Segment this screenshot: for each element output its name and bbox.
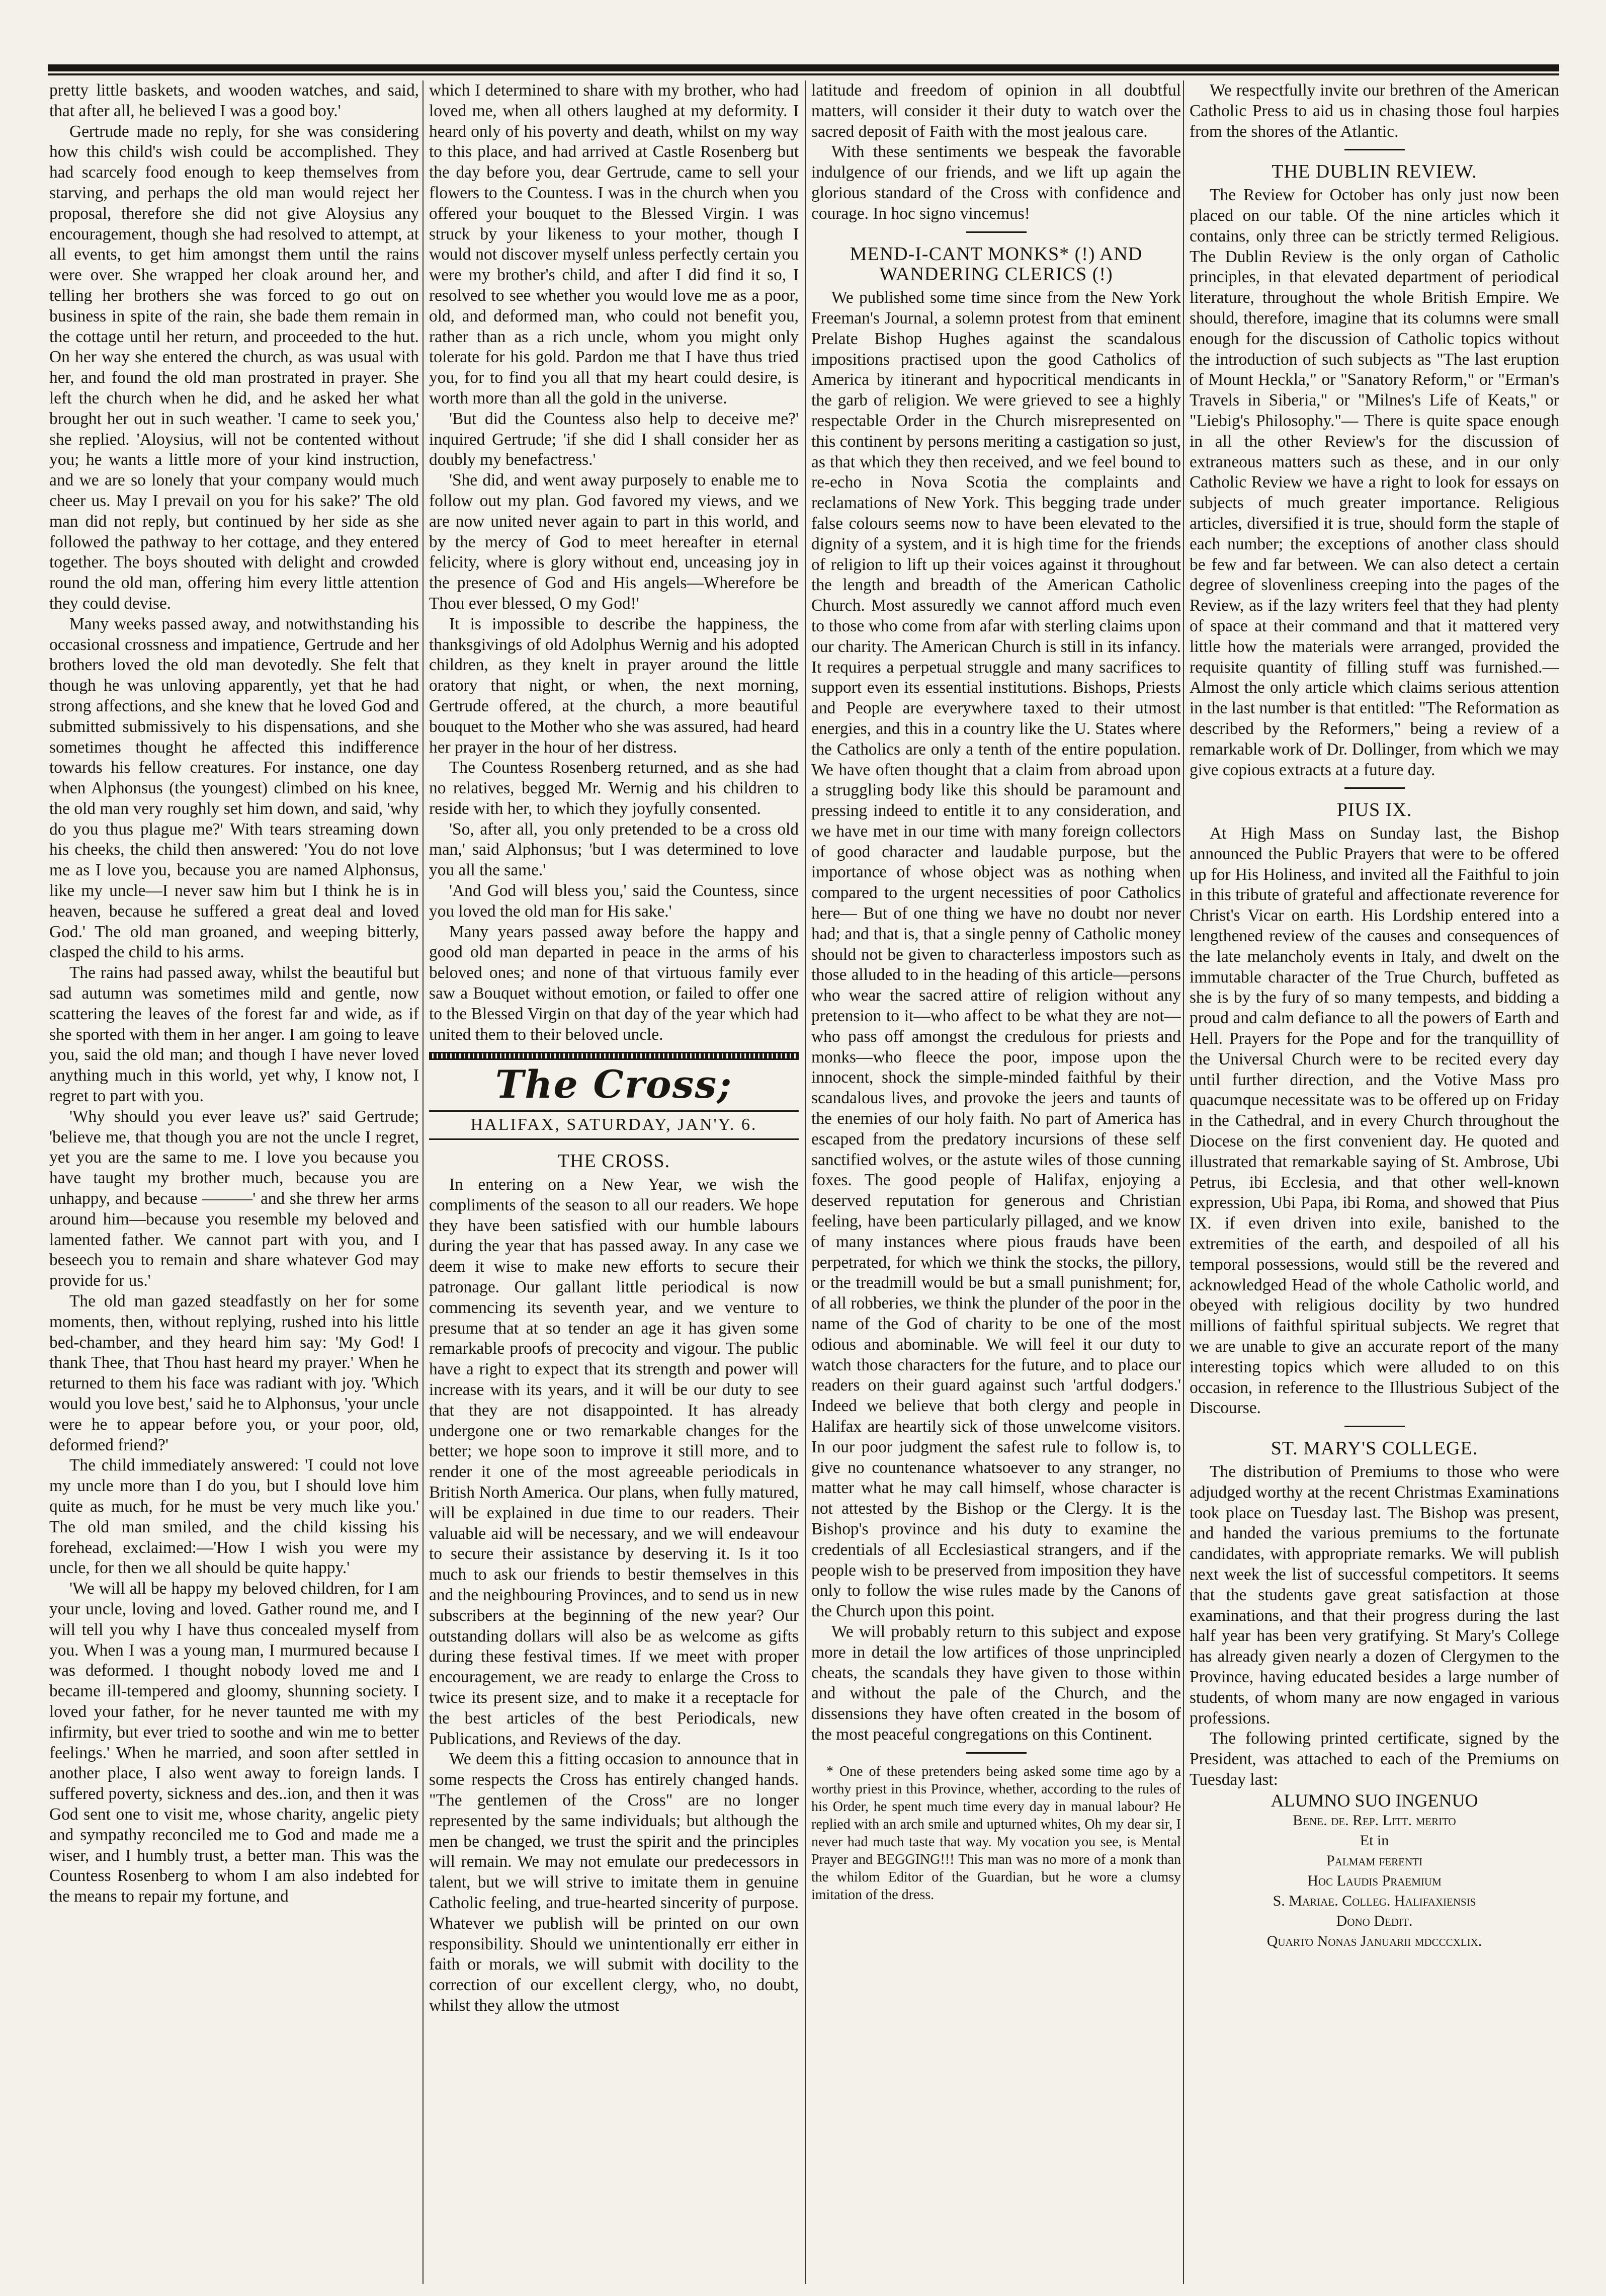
column-1 — [49, 80, 419, 2284]
story-paragraph: The rains had passed away, whilst the beautiful but sad autumn was sometimes mild and gentle, now scattering the leaves of the forest far and wide, as if she sported with them in her anger. I am going to leave you, said the old man; and though I have never loved anything much in this world, yet why, I know not, I regret to part with you. — [49, 963, 419, 1106]
story-paragraph: It is impossible to describe the happiness, the thanksgivings of old Adolphus Wernig and his adopted children, as they knelt in prayer around the little oratory that night, or when, the next morning, Gertrude offered, at the church, a more beautiful bouquet to the Mother who she was assured, had heard her prayer in the hour of her distress. — [429, 614, 799, 757]
article-paragraph: We respectfully invite our brethren of the American Catholic Press to aid us in chasing those foul harpies from the shores of the Atlantic. — [1190, 81, 1559, 141]
column-rule — [805, 80, 806, 2284]
section-heading: THE DUBLIN REVIEW. — [1272, 161, 1477, 183]
story-paragraph: 'We will all be happy my beloved children, for I am your uncle, loving and loved. Gather round me, and I will tell you why I have thus concealed myself from you. When I was a young man, I murmured because I was deformed. I thought nobody loved me and I became ill-tempered and gloomy, shunning society. I loved your father, for he never taunted me with my infirmity, but ever tried to soothe and win me to better feelings.' When he married, and soon after settled in another place, I also went away to foreign lands. I suffered poverty, sickness and des..ion, and then it was God sent one to visit me, whose charity, angelic piety and sympathy reconciled me to God and made me a wiser, and I humbly trust, a better man. This was the Countess Rosenberg to whom I am also indebted for the means to repair my fortune, and — [49, 1579, 419, 1906]
story-paragraph: Many years passed away before the happy and good old man departed in peace in the arms of his beloved ones; and none of that virtuous family ever saw a Bouquet without emotion, or failed to offer one to the Blessed Virgin on that day of the year which had united them to their beloved uncle. — [429, 922, 799, 1044]
story-paragraph: which I determined to share with my brother, who had loved me, when all others laughed at my deformity. I heard only of his poverty and death, whilst on my way to this place, and had arrived at Castle Rosenberg but the day before you, dear Gertrude, came to sell your flowers to the Countess. I was in the church when you offered your bouquet to the Blessed Virgin. I was struck by your likeness to your mother, though I would not discover myself unless perfectly certain you were my brother's child, and after I did find it so, I resolved to see whether you would love me as a poor, old, and deformed man, who could not benefit you, rather than as a rich uncle, whom you might only tolerate for his gold. Pardon me that I have thus tried you, for to find you all that my heart could desire, is worth more than all the gold in the universe. — [429, 81, 799, 407]
article-paragraph: The following printed certificate, signed by the President, was attached to each of the Premiums on Tuesday last: — [1190, 1729, 1559, 1789]
story-paragraph: The old man gazed steadfastly on her for some moments, then, without replying, rushed into his little bed-chamber, and they heard him say: 'My God! I thank Thee, that Thou hast heard my prayer.' When he returned to them his face was radiant with joy. 'Which would you love best,' said he to Alphonsus, 'your uncle were he to appear before you, or your poor, old, deformed friend?' — [49, 1292, 419, 1454]
article-paragraph: latitude and freedom of opinion in all doubtful matters, will consider it their duty to watch over the sacred deposit of Faith with the most jealous care. — [811, 81, 1181, 141]
story-paragraph: 'So, after all, you only pretended to be a cross old man,' said Alphonsus; 'but I was determined to love you all the same.' — [429, 819, 799, 880]
certificate-line: Bene. de. Rep. Litt. merito — [1293, 1812, 1456, 1829]
section-divider — [966, 1752, 1027, 1754]
top-rule — [48, 64, 1559, 71]
top-rule-thin — [48, 73, 1559, 75]
certificate-line: Et in — [1360, 1832, 1389, 1849]
article-paragraph: At High Mass on Sunday last, the Bishop announced the Public Prayers that were to be offered up for His Holiness, and invited all the Faithful to join in this tribute of grateful and affectionate reverence for Christ's Vicar on earth. His Lordship entered into a lengthened review of the causes and consequences of the late melancholy events in Italy, and dwelt on the immutable character of the True Church, buffeted as she is by the fury of so many tempests, and bidding a proud and calm defiance to all the powers of Earth and Hell. Prayers for the Pope and for the tranquillity of the Universal Church were to be recited every day until further direction, and the Votive Mass pro quacumque necessitate was to be offered up on Friday in the Cathedral, and in every Church throughout the Diocese on the first convenient day. He quoted and illustrated that remarkable saying of St. Ambrose, Ubi Petrus, ibi Ecclesia, and that other well-known expression, Ubi Papa, ibi Roma, and showed that Pius IX. if even driven into exile, banished to the extremities of the earth, and despoiled of all his temporal possessions, would still be the revered and acknowledged Head of the whole Catholic world, and obeyed with religious docility by two hundred millions of faithful spiritual subjects. We regret that we are unable to give an accurate report of the many interesting topics which were alluded to on this occasion, in reference to the Illustrious Subject of the Discourse. — [1190, 824, 1559, 1418]
story-paragraph: Gertrude made no reply, for she was considering how this child's wish could be accomplished. They had scarcely food enough to keep themselves from starving, and perhaps the old man would reject her proposal, therefore she did not give Aloysius any encouragement, though she had resolved to attempt, at all events, to get him amongst them until the rains were over. She wrapped her cloak around her, and telling her brothers she was forced to go out on business in spite of the rain, she bade them remain in the cottage until her return, and proceeded to the hut. On her way she entered the church, as was usual with her, and found the old man prostrated in prayer. She left the church when he did, and he asked her what brought her out in such weather. 'I came to seek you,' she replied. 'Aloysius, will not be contented without you; he wants a little more of your kind instruction, and we are so lonely that your company would much cheer us. May I prevail on you for his sake?' The old man did not reply, but continued by her side as she followed the pathway to her cottage, and they entered together. The boys shouted with delight and crowded round the old man, offering him every little attention they could devise. — [49, 122, 419, 613]
certificate-line: Hoc Laudis Praemium — [1307, 1872, 1442, 1889]
story-paragraph: 'She did, and went away purposely to enable me to follow out my plan. God favored my views, and we are now united never again to part in this world, and by the mercy of God to meet hereafter in eternal felicity, where is glory without end, unceasing joy in the presence of God and His angels—Wherefore be Thou ever blessed, O my God!' — [429, 471, 799, 613]
certificate-line: ALUMNO SUO INGENUO — [1271, 1790, 1478, 1811]
certificate — [1190, 1790, 1559, 1951]
story-paragraph: The Countess Rosenberg returned, and as she had no relatives, begged Mr. Wernig and his children to reside with her, to which they joyfully consented. — [429, 758, 799, 818]
certificate-line: Dono Dedit. — [1336, 1912, 1413, 1929]
section-divider — [1344, 1426, 1405, 1427]
column-rule — [422, 80, 424, 2284]
article-paragraph: With these sentiments we bespeak the favorable indulgence of our friends, and we lift up again the glorious standard of the Cross with confidence and courage. In hoc signo vincemus! — [811, 142, 1181, 223]
certificate-line: Quarto Nonas Januarii mdcccxlix. — [1266, 1932, 1482, 1949]
article-paragraph: We deem this a fitting occasion to announce that in some respects the Cross has entirely changed hands. "The gentlemen of the Cross" are no longer represented by the same individuals; but although the men be changed, we trust the spirit and the principles will remain. We may not emulate our predecessors in talent, but we will strive to imitate them in genuine Catholic feeling, and true-hearted sincerity of purpose. Whatever we publish will be printed on our own responsibility. Should we unintentionally err either in faith or morals, we will submit with docility to the correction of our excellent clergy, who, no doubt, whilst they allow the utmost — [429, 1750, 799, 2015]
story-paragraph: 'Why should you ever leave us?' said Gertrude; 'believe me, that though you are not the uncle I regret, yet you are the same to me. I love you because you have taught my brother much, because you are unhappy, and because ———' and she threw her arms around him—because you resemble my beloved and lamented father. We cannot part with you, and I beseech you to remain and share whatever God may provide for us.' — [49, 1107, 419, 1290]
column-2 — [429, 80, 799, 2284]
section-heading: ST. MARY'S COLLEGE. — [1271, 1438, 1478, 1459]
story-paragraph: 'But did the Countess also help to deceive me?' inquired Gertrude; 'if she did I shall consider her as doubly my benefactress.' — [429, 409, 799, 469]
story-paragraph: Many weeks passed away, and notwithstanding his occasional crossness and impatience, Gertrude and her brothers loved the old man devotedly. She felt that though he was unloving apparently, yet that he had strong affections, and she knew that he loved God and submitted submissively to his dispensations, and she sometimes thought he affected this indifference towards his fellow creatures. For instance, one day when Alphonsus (the youngest) climbed on his knee, the old man very roughly set him down, and said, 'why do you thus plague me?' With tears streaming down his cheeks, the child then answered: 'You do not love me as I love you, because you are named Alphonsus, like my uncle—I never saw him but I think he is in heaven, because he suffered a great deal and loved God.' The old man groaned, and weeping bitterly, clasped the child to his arms. — [49, 614, 419, 962]
article-paragraph: We will probably return to this subject and expose more in detail the low artifices of those unprincipled cheats, the scandals they have given to those within and without the pale of the Church, and the dissensions they have often created in the bosom of the most peaceful congregations on this Continent. — [811, 1622, 1181, 1744]
footnote-text: * One of these pretenders being asked some time ago by a worthy priest in this Province, whether, according to the rules of his Order, he spent much time every day in manual labour? He replied with an arch smile and upturned whites, Oh my dear sir, I never had much taste that way. My vocation you see, is Mental Prayer and BEGGING!!! This man was no more of a monk than the whilom Editor of the Guardian, but he wore a clumsy imitation of the dress. — [811, 1763, 1181, 1903]
column-3 — [811, 80, 1181, 2284]
article-paragraph: In entering on a New Year, we wish the compliments of the season to all our readers. We hope they have been satisfied with our humble labours during the year that has passed away. In any case we deem it wise to make new efforts to secure their patronage. Our gallant little periodical is now commencing its seventh year, and we venture to presume that at so tender an age it has given some remarkable proofs of precocity and vigour. The public have a right to expect that its strength and power will increase with its years, and it will be our duty to see that they are not disappointed. It has already undergone one or two remarkable changes for the better; we hope soon to improve it still more, and to render it one of the most agreeable periodicals in British North America. Our plans, when fully matured, will be explained in due time to our readers. Their valuable aid will be necessary, and we will endeavour to secure their assistance by deserving it. Is it too much to ask our friends to bestir themselves in this and the neighbouring Provinces, and to send us in new subscribers at the beginning of the new year? Our outstanding dollars will also be as welcome as gifts during these festival times. If we meet with proper encouragement, we are ready to enlarge the Cross to twice its present size, and to make it a receptacle for the best articles of the best Periodicals, new Publications, and Reviews of the day. — [429, 1175, 799, 1748]
masthead-block — [429, 1052, 799, 1140]
section-divider — [966, 231, 1027, 233]
dateline: HALIFAX, SATURDAY, JAN'Y. 6. — [429, 1110, 799, 1140]
article-paragraph: The distribution of Premiums to those who were adjudged worthy at the recent Christmas Examinations took place on Tuesday last. The Bishop was present, and handed the various premiums to the fortunate candidates, with appropriate remarks. We will publish next week the list of successful competitors. It seems that the students gave great satisfaction at those examinations, and that their progress during the last half year has been very gratifying. St Mary's College has already given nearly a dozen of Clergymen to the Province, having educated besides a large number of students, of whom many are now engaged in various professions. — [1190, 1462, 1559, 1728]
section-divider — [1344, 787, 1405, 789]
certificate-line: Palmam ferenti — [1326, 1852, 1422, 1869]
column-4 — [1190, 80, 1559, 2284]
column-rule — [1183, 80, 1184, 2284]
section-heading: MEND-I-CANT MONKS* (!) AND WANDERING CLERICS (!) — [850, 243, 1143, 285]
section-heading: PIUS IX. — [1336, 799, 1412, 821]
certificate-line: S. Mariae. Colleg. Halifaxiensis — [1273, 1892, 1476, 1909]
section-heading: THE CROSS. — [557, 1151, 670, 1172]
story-paragraph: 'And God will bless you,' said the Countess, since you loved the old man for His sake.' — [429, 881, 799, 921]
ornamental-rule — [429, 1052, 799, 1060]
footnote — [811, 1763, 1181, 1904]
article-paragraph: The Review for October has only just now been placed on our table. Of the nine articles which it contains, only three can be strictly termed Religious. The Dublin Review is the only organ of Catholic principles, in that elevated department of periodical literature, throughout the whole British Empire. We should, therefore, imagine that its columns were small enough for the discussion of Catholic topics without the introduction of such subjects as "The last eruption of Mount Heckla," or "Sanatory Reform," or "Erman's Travels in Siberia," or "Milnes's Life of Keats," or "Liebig's Philosophy."— There is quite space enough in all the other Review's for the discussion of extraneous matters such as these, and in our only Catholic Review we have a right to look for essays on subjects of much greater importance. Religious articles, diversified it is true, should form the staple of each number; the exceptions of another class should be few and far between. We can also detect a certain degree of slovenliness creeping into the pages of the Review, as if the lazy writers feel that they had plenty of space at their command and that it mattered very little how the materials were arranged, provided the requisite quantity of filling stuff was furnished.— Almost the only article which claims serious attention in the last number is that entitled: "The Reformation as described by the Reformers," being a review of a remarkable work of Dr. Dollinger, from which we may give copious extracts at a future day. — [1190, 186, 1559, 779]
article-paragraph: We published some time since from the New York Freeman's Journal, a solemn protest from that eminent Prelate Bishop Hughes against the scandalous impositions practised upon the good Catholics of America by itinerant and hypocritical mendicants in the garb of religion. We were grieved to see a highly respectable Order in the Church misrepresented on this continent by persons meriting a castigation so just, as that which they then received, and we feel bound to re-echo in Nova Scotia the complaints and reclamations of New York. This begging trade under false colours seems now to have been elevated to the dignity of a system, and it is high time for the friends of religion to lift up their voices against it throughout the length and breadth of the American Catholic Church. Most assuredly we cannot afford much even to those who come from afar with sterling claims upon our charity. The American Church is still in its infancy. It requires a perpetual struggle and many sacrifices to support even its essential institutions. Bishops, Priests and People are everywhere taxed to their utmost energies, and this in a country like the U. States where the Catholics are only a tenth of the entire population. We have often thought that a claim from abroad upon a struggling body like this should be paramount and pressing indeed to entitle it to any consideration, and we have met in our time with many foreign collectors of good character and laudable purpose, but the importance of whose object was as nothing when compared to the urgent necessities of poor Catholics here— But of one thing we have no doubt nor never had; and that is, that a single penny of Catholic money should not be given to characterless impostors such as those alluded to in the heading of this article—persons who wear the sacred attire of religion without any pretension to it—who affect to be what they are not—who pass off amongst the credulous for priests and monks—who fleece the poor, impose upon the innocent, shock the simple-minded faithful by their scandalous lives, and provoke the jeers and taunts of the enemies of our holy faith. No part of America has escaped from the predatory incursions of these self sanctified wolves, or the astute wiles of those cunning foxes. The good people of Halifax, enjoying a deserved reputation for generous and Christian feeling, have been particularly pillaged, and we know of many instances where pious frauds have been perpetrated, for which we think the stocks, the pillory, or the treadmill would be but a small punishment; for, of all robberies, we think the plunder of the poor in the name of the God of charity to be one of the most odious and abominable. We will feel it our duty to watch those characters for the future, and to place our readers on their guard against such 'artful dodgers.' Indeed we believe that both clergy and people in Halifax are heartily sick of those unwelcome visitors. In our poor judgment the safest rule to follow is, to give no countenance whatsoever to any stranger, no matter what he may call himself, whose character is not attested by the Bishop or the Clergy. It is the Bishop's province and his duty to examine the credentials of all Ecclesiastical strangers, and if the people wish to be preserved from imposition they have only to follow the wise rules made by the Canons of the Church upon this point. — [811, 288, 1181, 1621]
masthead-title: The Cross; — [495, 1062, 733, 1107]
story-paragraph: pretty little baskets, and wooden watches, and said, that after all, he believed I was a good boy.' — [49, 81, 419, 120]
story-paragraph: The child immediately answered: 'I could not love my uncle more than I do you, but I should love him quite as much, for he must be very much like you.' The old man smiled, and the child kissing his forehead, exclaimed:—'How I wish you were my uncle, for then we all should be quite happy.' — [49, 1456, 419, 1578]
section-divider — [1344, 149, 1405, 150]
